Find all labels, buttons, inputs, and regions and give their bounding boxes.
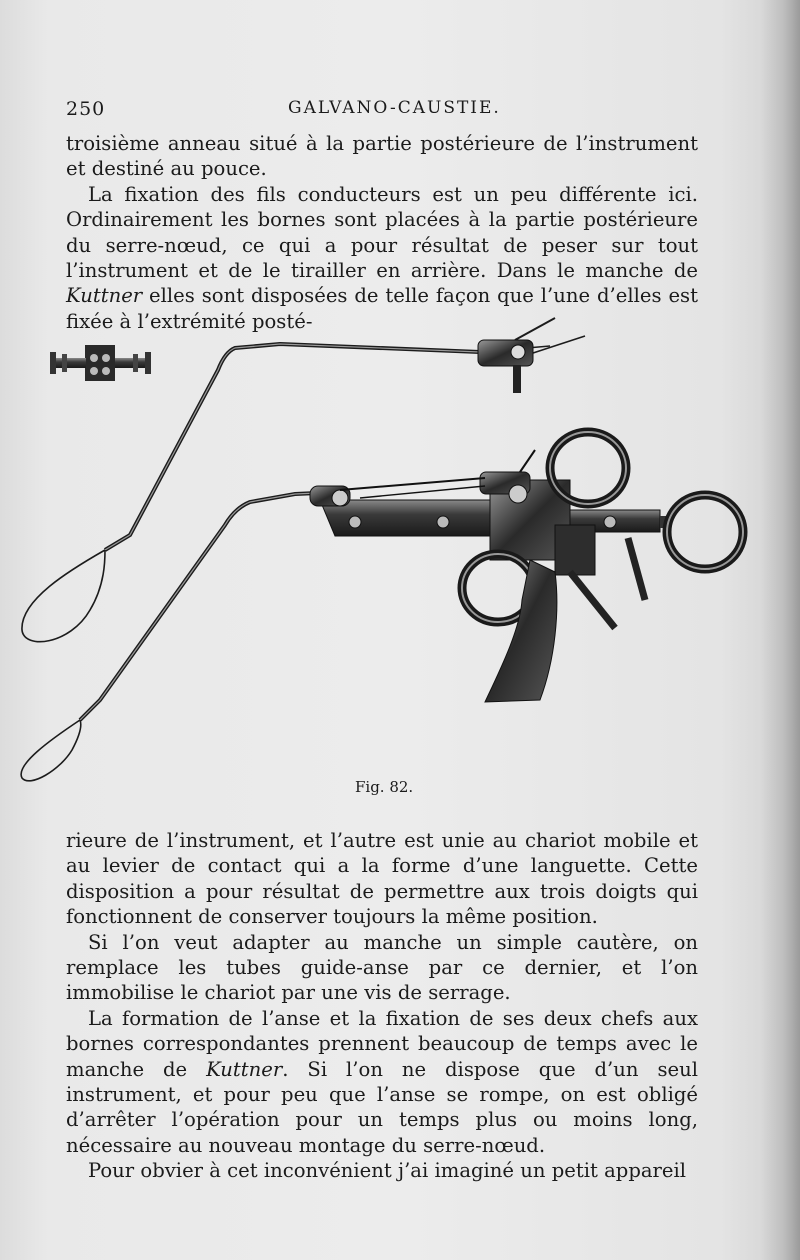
paragraph-formation	[66, 1006, 698, 1158]
figure-caption: Fig. 82.	[355, 778, 414, 796]
paragraph-fixation-part-2: elles sont disposées de telle façon que l’une d’elles est fixée à l’extrémité posté-	[66, 284, 698, 333]
bottom-text-block	[66, 828, 698, 1184]
paragraph-obvier: Pour obvier à cet inconvénient j’ai imaginé un petit appareil	[88, 1159, 687, 1183]
kuttner-name: Kuttner	[66, 284, 143, 308]
tongue-lever-drawing	[485, 560, 557, 702]
terminal-connector-drawing	[50, 345, 151, 381]
paragraph-continued: troisième anneau situé à la partie postérieure de l’instrument et destiné au pouce.	[66, 132, 698, 181]
lower-snare-tube-drawing	[21, 492, 340, 781]
running-head: GALVANO-CAUSTIE.	[288, 98, 501, 118]
top-text-block	[66, 131, 698, 334]
handle-body-drawing	[310, 450, 670, 628]
paragraph-formation-part-2: . Si l’on ne dispose que d’un seul instrument, et pour peu que l’anse se rompe, on est obligé d’arrêter l’opération pour un temps plus ou moins long, nécessaire au nouveau montage du serre-nœud.	[66, 1057, 698, 1157]
kuttner-name-2: Kuttner	[206, 1057, 283, 1081]
page-number: 250	[66, 98, 106, 120]
paragraph-cautere: Si l’on veut adapter au manche un simple cautère, on remplace les tubes guide-anse par ce dernier, et l’on immobilise le chariot par une vis de serrage.	[66, 930, 698, 1005]
paragraph-formation-part-1: La formation de l’anse et la fixation de ses deux chefs aux bornes correspondantes prennent beaucoup de temps avec le manche de	[66, 1006, 698, 1081]
paragraph-fixation-part-1: La fixation des fils conducteurs est un peu différente ici. Ordinairement les bornes sont placées à la partie postérieure du serre-nœud, ce qui a pour résultat de peser sur tout l’instrument et de le tirailler en arrière. Dans le manche de	[66, 182, 698, 283]
paragraph-continuation: rieure de l’instrument, et l’autre est unie au chariot mobile et au levier de contact qui a la forme d’une languette. Cette disposition a pour résultat de permettre aux trois doigts qui fonctionnent de conserver toujours la même position.	[66, 829, 698, 929]
figure-instrument-illustration	[10, 310, 770, 790]
